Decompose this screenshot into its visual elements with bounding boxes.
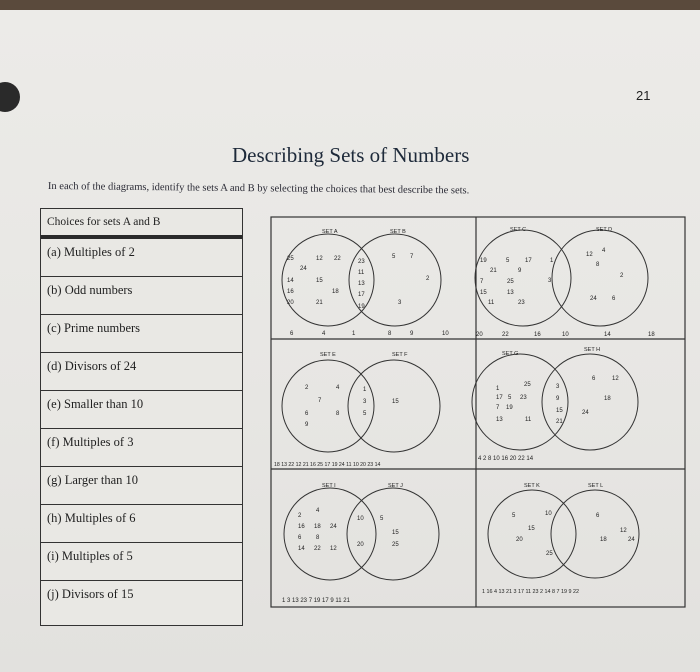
num: 6 — [612, 296, 616, 302]
venn-ef — [274, 352, 440, 468]
circle-set-d — [552, 230, 648, 326]
num: 5 — [380, 516, 384, 522]
circle-set-g — [472, 354, 568, 450]
venn-cd — [475, 227, 655, 338]
circle-set-l — [551, 490, 639, 578]
num: 9 — [305, 422, 309, 428]
num: 15 — [392, 399, 399, 405]
label-set-j: SET J — [388, 483, 403, 489]
num: 18 — [314, 524, 321, 530]
num: 23 — [358, 259, 365, 265]
num: 1 — [352, 331, 356, 337]
circle-set-f — [348, 360, 440, 452]
circle-set-h — [542, 354, 638, 450]
num: 12 — [330, 546, 337, 552]
num: 11 — [525, 417, 532, 423]
num: 7 — [318, 398, 322, 404]
num: 25 — [287, 256, 294, 262]
outside-gh: 4 2 8 10 16 20 22 14 — [478, 456, 534, 462]
num: 16 — [298, 524, 305, 530]
label-set-h: SET H — [584, 347, 601, 353]
num: 17 — [496, 395, 503, 401]
circle-set-e — [282, 360, 374, 452]
choice-g: (g) Larger than 10 — [41, 467, 242, 505]
num: 25 — [524, 382, 531, 388]
num: 3 — [398, 300, 402, 306]
num: 5 — [506, 258, 510, 264]
num: 18 — [332, 289, 339, 295]
label-set-i: SET I — [322, 483, 336, 489]
num: 5 — [508, 395, 512, 401]
outside-kl: 1 16 4 13 21 3 17 11 23 2 14 8 7 19 9 22 — [482, 589, 580, 595]
label-set-e: SET E — [320, 352, 336, 358]
circle-set-a — [282, 234, 374, 326]
num: 22 — [314, 546, 321, 552]
num: 22 — [502, 332, 509, 338]
num: 12 — [586, 252, 593, 258]
num: 19 — [358, 304, 365, 310]
instructions: In each of the diagrams, identify the sets A and B by selecting the choices that best describe the sets. — [47, 181, 470, 197]
venn-diagrams-grid — [270, 216, 686, 608]
num: 9 — [410, 331, 414, 337]
num: 25 — [507, 279, 514, 285]
num: 1 — [550, 258, 554, 264]
num: 3 — [556, 384, 560, 390]
num: 12 — [612, 376, 619, 382]
num: 18 — [604, 396, 611, 402]
num: 2 — [298, 513, 302, 519]
num: 7 — [480, 279, 484, 285]
num: 18 — [600, 537, 607, 543]
num: 8 — [388, 331, 392, 337]
num: 9 — [518, 268, 522, 274]
num: 24 — [300, 266, 307, 272]
num: 11 — [488, 300, 495, 306]
venn-kl — [482, 483, 639, 595]
label-set-k: SET K — [524, 483, 540, 489]
num: 13 — [358, 281, 365, 287]
num: 7 — [410, 254, 414, 260]
label-set-b: SET B — [390, 229, 406, 235]
label-set-f: SET F — [392, 352, 408, 358]
num: 17 — [358, 292, 365, 298]
num: 2 — [620, 273, 624, 279]
num: 25 — [392, 542, 399, 548]
num: 1 — [496, 386, 500, 392]
num: 6 — [290, 331, 294, 337]
choices-header: Choices for sets A and B — [41, 209, 242, 239]
label-set-d: SET D — [596, 227, 613, 233]
num: 15 — [528, 526, 535, 532]
choice-d: (d) Divisors of 24 — [41, 353, 242, 391]
num: 15 — [316, 278, 323, 284]
num: 14 — [287, 278, 294, 284]
num: 21 — [316, 300, 323, 306]
choices-table — [40, 208, 243, 626]
num: 10 — [357, 516, 364, 522]
venn-ab — [282, 229, 449, 337]
num: 5 — [363, 411, 367, 417]
num: 20 — [516, 537, 523, 543]
choice-f: (f) Multiples of 3 — [41, 429, 242, 467]
num: 16 — [534, 332, 541, 338]
choice-h: (h) Multiples of 6 — [41, 505, 242, 543]
label-set-l: SET L — [588, 483, 604, 489]
num: 6 — [596, 513, 600, 519]
num: 7 — [496, 405, 500, 411]
choice-c: (c) Prime numbers — [41, 315, 242, 353]
num: 15 — [480, 290, 487, 296]
outside-ij: 1 3 13 23 7 19 17 9 11 21 — [282, 598, 350, 604]
venn-gh — [472, 347, 638, 462]
label-set-g: SET G — [502, 351, 519, 357]
num: 6 — [305, 411, 309, 417]
choice-a: (a) Multiples of 2 — [41, 239, 242, 277]
num: 4 — [316, 508, 320, 514]
num: 13 — [496, 417, 503, 423]
choice-j: (j) Divisors of 15 — [47, 587, 134, 601]
circle-set-c — [475, 230, 571, 326]
num: 23 — [520, 395, 527, 401]
num: 15 — [556, 408, 563, 414]
num: 14 — [298, 546, 305, 552]
num: 4 — [602, 248, 606, 254]
num: 6 — [298, 535, 302, 541]
venn-ij — [282, 483, 439, 604]
circle-set-i — [284, 488, 376, 580]
num: 8 — [596, 262, 600, 268]
num: 2 — [305, 385, 309, 391]
label-set-a: SET A — [322, 229, 338, 235]
num: 4 — [322, 331, 326, 337]
num: 5 — [392, 254, 396, 260]
num: 20 — [357, 542, 364, 548]
num: 24 — [330, 524, 337, 530]
num: 2 — [426, 276, 430, 282]
num: 13 — [507, 290, 514, 296]
num: 6 — [592, 376, 596, 382]
choice-b: (b) Odd numbers — [41, 277, 242, 315]
num: 4 — [336, 385, 340, 391]
num: 15 — [392, 530, 399, 536]
num: 1 — [363, 387, 367, 393]
num: 18 — [648, 332, 655, 338]
num: 21 — [490, 268, 497, 274]
page-title: Describing Sets of Numbers — [232, 143, 470, 167]
num: 8 — [316, 535, 320, 541]
num: 24 — [582, 410, 589, 416]
num: 3 — [548, 278, 552, 284]
circle-set-k — [488, 490, 576, 578]
num: 5 — [512, 513, 516, 519]
num: 23 — [518, 300, 525, 306]
num: 19 — [480, 258, 487, 264]
num: 25 — [546, 551, 553, 557]
num: 10 — [545, 511, 552, 517]
num: 9 — [556, 396, 560, 402]
choice-i: (i) Multiples of 5 — [41, 543, 242, 581]
num: 12 — [316, 256, 323, 262]
num: 19 — [506, 405, 513, 411]
choice-e: (e) Smaller than 10 — [41, 391, 242, 429]
num: 16 — [287, 289, 294, 295]
venn-grid-svg — [270, 216, 686, 608]
num: 17 — [525, 258, 532, 264]
num: 10 — [562, 332, 569, 338]
num: 22 — [334, 256, 341, 262]
num: 10 — [442, 331, 449, 337]
outside-ef: 18 13 22 12 21 16 25 17 19 24 11 10 20 23 14 — [274, 462, 381, 468]
page-number: 21 — [636, 88, 651, 103]
num: 24 — [590, 296, 597, 302]
num: 20 — [287, 300, 294, 306]
num: 24 — [628, 537, 635, 543]
num: 8 — [336, 411, 340, 417]
num: 11 — [358, 270, 365, 276]
num: 12 — [620, 528, 627, 534]
num: 21 — [556, 419, 563, 425]
label-set-c: SET C — [510, 227, 527, 233]
num: 14 — [604, 332, 611, 338]
num: 20 — [476, 332, 483, 338]
num: 3 — [363, 399, 367, 405]
